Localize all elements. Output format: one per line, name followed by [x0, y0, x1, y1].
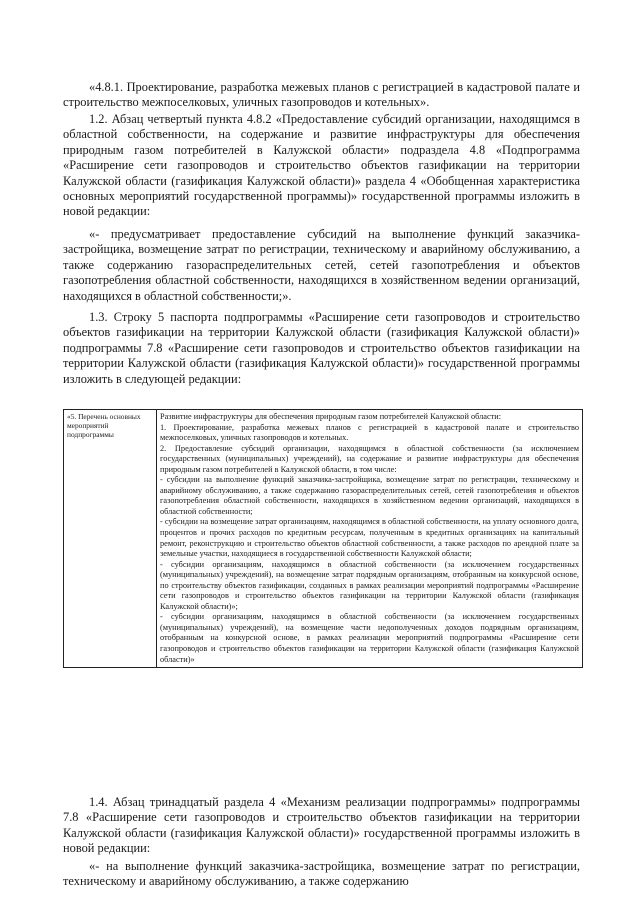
- table-content-cell: [157, 410, 583, 668]
- paragraph-1-2: 1.2. Абзац четвертый пункта 4.8.2 «Предоставление субсидий организации, находящимся в областной собственности, на содержание и развитие инфраструктуры для обеспечения природным газом потребителей в Калужской области» подраздела 4.8 «Подпрограмма «Расширение сети газопроводов и строительство объектов газификации на территории Калужской области (газификация Калужской области)» раздела 4 «Обобщенная характеристика основных мероприятий государственной программы)» государственной программы изложить в новой редакции:: [63, 112, 580, 219]
- paragraph-4-8-1: «4.8.1. Проектирование, разработка межевых планов с регистрацией в кадастровой палате и строительство межпоселковых, уличных газопроводов и котельных».: [63, 80, 580, 110]
- paragraph-1-3: 1.3. Строку 5 паспорта подпрограммы «Расширение сети газопроводов и строительство объектов газификации на территории Калужской области (газификация Калужской области)» подпрограммы 7.8 «Расширение сети газопроводов и строительство объектов газификации на территории Калужской области (газификация Калужской области)» государственной программы изложить в следующей редакции:: [63, 310, 580, 386]
- table-item: - субсидии на выполнение функций заказчика-застройщика, возмещение затрат по регистрации, техническому и аварийному обслуживанию, а также содержанию газораспределительных сетей, сетей газопотребления и объектов газопотребления областной собственности, находящихся в хозяйственном ведении организаций, находящихся в областной собственности;: [160, 475, 579, 516]
- table-label-cell: «5. Перечень основных мероприятий подпрограммы: [64, 410, 157, 668]
- table-item: 2. Предоставление субсидий организации, находящимся в областной собственности (за исключением государственных (муниципальных) учреждений), на содержание и развитие инфраструктуры для обеспечения природным газом потребителей в Калужской области, в том числе:: [160, 443, 579, 474]
- table-row: [64, 410, 583, 668]
- table-item: 1. Проектирование, разработка межевых планов с регистрацией в кадастровой палате и строительство межпоселковых, уличных газопроводов и котельных.: [160, 422, 579, 443]
- table-item: Развитие инфраструктуры для обеспечения природным газом потребителей Калужской области:: [160, 412, 502, 421]
- table-item: - субсидии организациям, находящимся в областной собственности (за исключением государственных (муниципальных) учреждений), на возмещение части недополученных доходов подрядным организациям, отобранным на конкурсной основе, в рамках реализации мероприятий подпрограммы «Расширение сети газопроводов и строительство объектов газификации на территории Калужской области (газификация Калужской области)»: [160, 612, 579, 664]
- table-item: - субсидии на возмещение затрат организациям, находящимся в областной собственности, на уплату основного долга, процентов и прочих расходов по кредитным ресурсам, полученным в кредитных организациях на капитальный ремонт, реконструкцию и строительство объектов областной собственности, а также расходов по арендной плате за земельные участки, находящиеся в государственной собственности Калужской области;: [160, 517, 579, 559]
- paragraph-quote-subsidies: «- предусматривает предоставление субсидий на выполнение функций заказчика-застройщика, возмещение затрат по регистрации, техническому и аварийному обслуживанию, а также содержанию газораспределительных сетей, сетей газопотребления и объектов газопотребления областной собственности, находящихся в хозяйственном ведении организаций, находящихся в областной собственности;».: [63, 227, 580, 303]
- paragraph-1-4: 1.4. Абзац тринадцатый раздела 4 «Механизм реализации подпрограммы» подпрограммы 7.8 «Расширение сети газопроводов и строительство объектов газификации на территории Калужской области (газификация Калужской области)» государственной программы изложить в новой редакции:: [63, 795, 580, 856]
- paragraph-quote-functions: «- на выполнение функций заказчика-застройщика, возмещение затрат по регистрации, техническому и аварийному обслуживанию, а также содержанию: [63, 859, 580, 889]
- table-item: - субсидии организациям, находящимся в областной собственности (за исключением государственных (муниципальных) учреждений), на возмещение затрат подрядным организациям, отобранным на конкурсной основе, по строительству объектов газификации, созданных в рамках реализации мероприятий подпрограммы «Расширение сети газопроводов и строительство объектов газификации на территории Калужской области (газификация Калужской области)»;: [160, 559, 579, 611]
- passport-table: [63, 409, 583, 668]
